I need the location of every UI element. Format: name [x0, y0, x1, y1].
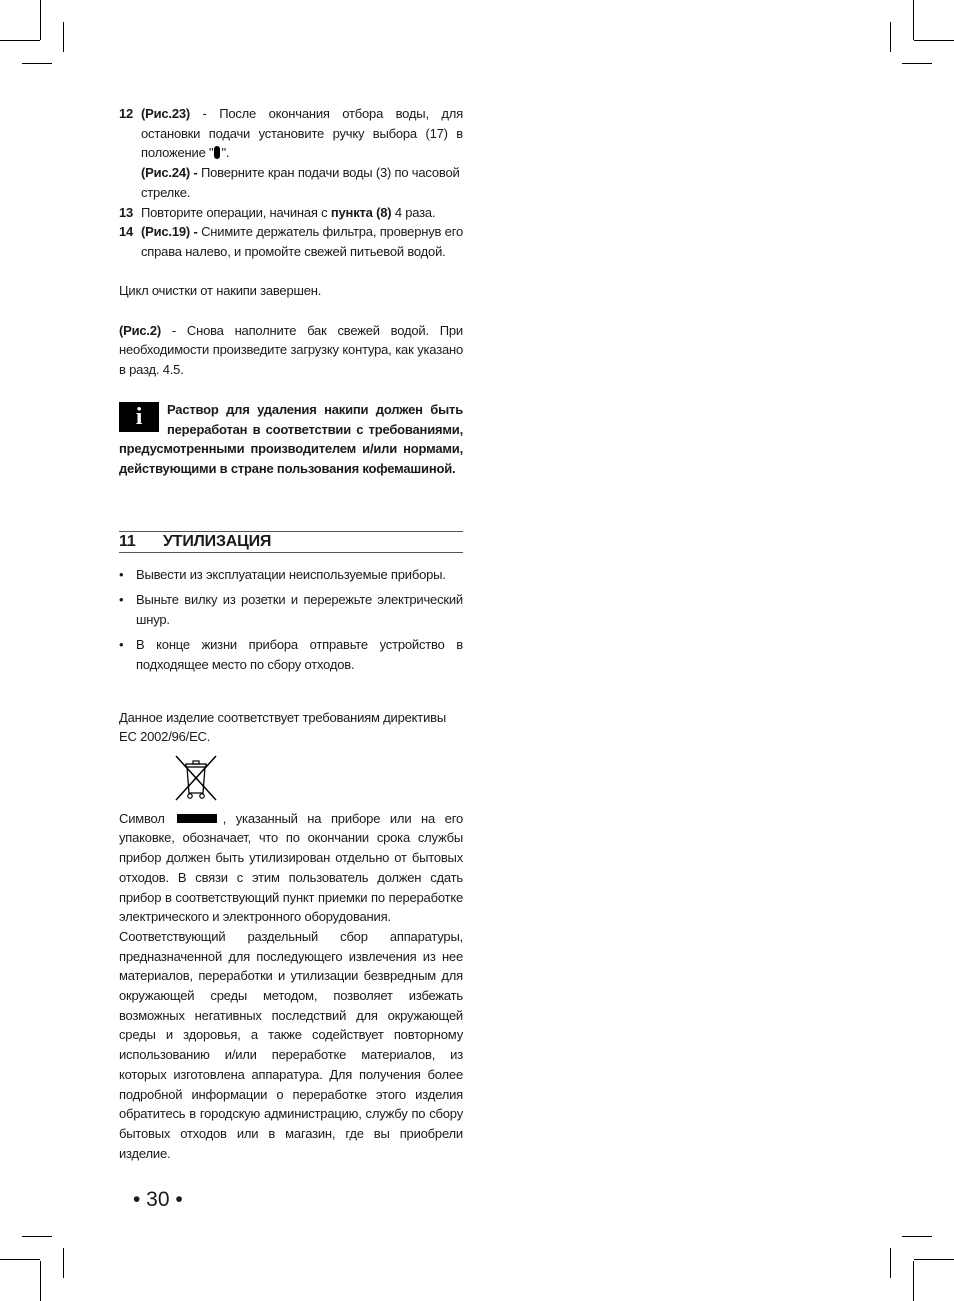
bar-symbol-icon	[177, 814, 217, 823]
crop-mark	[913, 1261, 914, 1301]
cycle-complete-text: Цикл очистки от накипи завершен.	[119, 283, 322, 299]
crop-mark	[914, 1259, 954, 1260]
crop-mark	[40, 1261, 41, 1301]
crop-mark	[40, 0, 41, 40]
section-title: УТИЛИЗАЦИЯ	[163, 532, 272, 550]
step-number: 13	[119, 204, 134, 220]
step-number: 12	[119, 106, 134, 121]
list-item: • Вывести из эксплуатации неиспользуемые приборы.	[119, 566, 446, 582]
crop-mark	[22, 63, 52, 64]
step-12: 12 (Рис.23) - После окончания отбора воды, для остановки подачи установите ручку выбора (17) в положение " ". (Рис.24) - Поверните кран подачи воды (3) по часовой стрелке.	[119, 104, 463, 203]
section-heading	[119, 531, 463, 553]
step-14: 14 (Рис.19) - Снимите держатель фильтра, провернув его справа налево, и промойте свежей питьевой водой.	[119, 222, 463, 261]
figure-ref: (Рис.19) -	[141, 224, 198, 240]
info-icon: i	[119, 402, 159, 432]
page-number: • 30 •	[133, 1188, 183, 1211]
crop-mark	[913, 0, 914, 40]
step-number: 14	[119, 224, 134, 240]
symbol-paragraph: Символ , указанный на приборе или на его упаковке, обозначает, что по окончании срока службы прибор должен быть утилизирован отдельно от бытовых отходов. В связи с этим пользователь должен сдать прибор в соответствующий пункт приемки по переработке электрического и электронного оборудования.	[119, 810, 463, 925]
info-note-text: Раствор для удаления накипи должен быть переработан в соответствии с требованиями, предусмотренными производителем и/или нормами, действующими в стране пользования кофемашиной.	[119, 401, 463, 476]
crop-mark	[902, 63, 932, 64]
list-item: • Выньте вилку из розетки и перережьте электрический шнур.	[119, 591, 463, 627]
step-13: 13 Повторите операции, начиная с пункта (8) 4 раза.	[119, 203, 463, 223]
info-note	[119, 400, 463, 479]
figure-ref: (Рис.24) -	[141, 165, 198, 181]
crop-mark	[914, 40, 954, 41]
section-number: 11	[119, 532, 136, 550]
directive-text: Данное изделие соответствует требованиям директивы EC 2002/96/EC.	[119, 709, 446, 745]
crop-mark	[0, 40, 40, 41]
crop-mark	[63, 22, 64, 52]
crop-mark	[890, 22, 891, 52]
crop-mark	[890, 1248, 891, 1278]
refill-paragraph: (Рис.2) - Снова наполните бак свежей водой. При необходимости произведите загрузку контура, как указано в разд. 4.5.	[119, 322, 463, 378]
crop-mark	[22, 1236, 52, 1237]
crop-mark	[63, 1248, 64, 1278]
crop-mark	[902, 1236, 932, 1237]
text-column	[119, 104, 463, 1163]
selector-knob-icon	[214, 146, 220, 159]
disposal-list	[119, 565, 463, 675]
list-item: • В конце жизни прибора отправьте устройство в подходящее место по сбору отходов.	[119, 636, 463, 672]
figure-ref: (Рис.23)	[141, 106, 191, 121]
collection-paragraph: Соответствующий раздельный сбор аппаратуры, предназначенной для последующего извлечения из нее материалов, переработки и утилизации безвредным для окружающей среды методом, позволяет избежать возможных негативных последствий для окружающей среды и здоровья, а также содействует повторному использованию и/или переработке материалов, из которых изготовлена аппаратура. Для получения более подробной информации о переработке этого изделия обратитесь в городскую администрацию, службу по сбору бытовых отходов или в магазин, где вы приобрели изделие.	[119, 928, 463, 1161]
crop-mark	[0, 1259, 40, 1260]
crossed-bin-icon	[172, 753, 220, 803]
